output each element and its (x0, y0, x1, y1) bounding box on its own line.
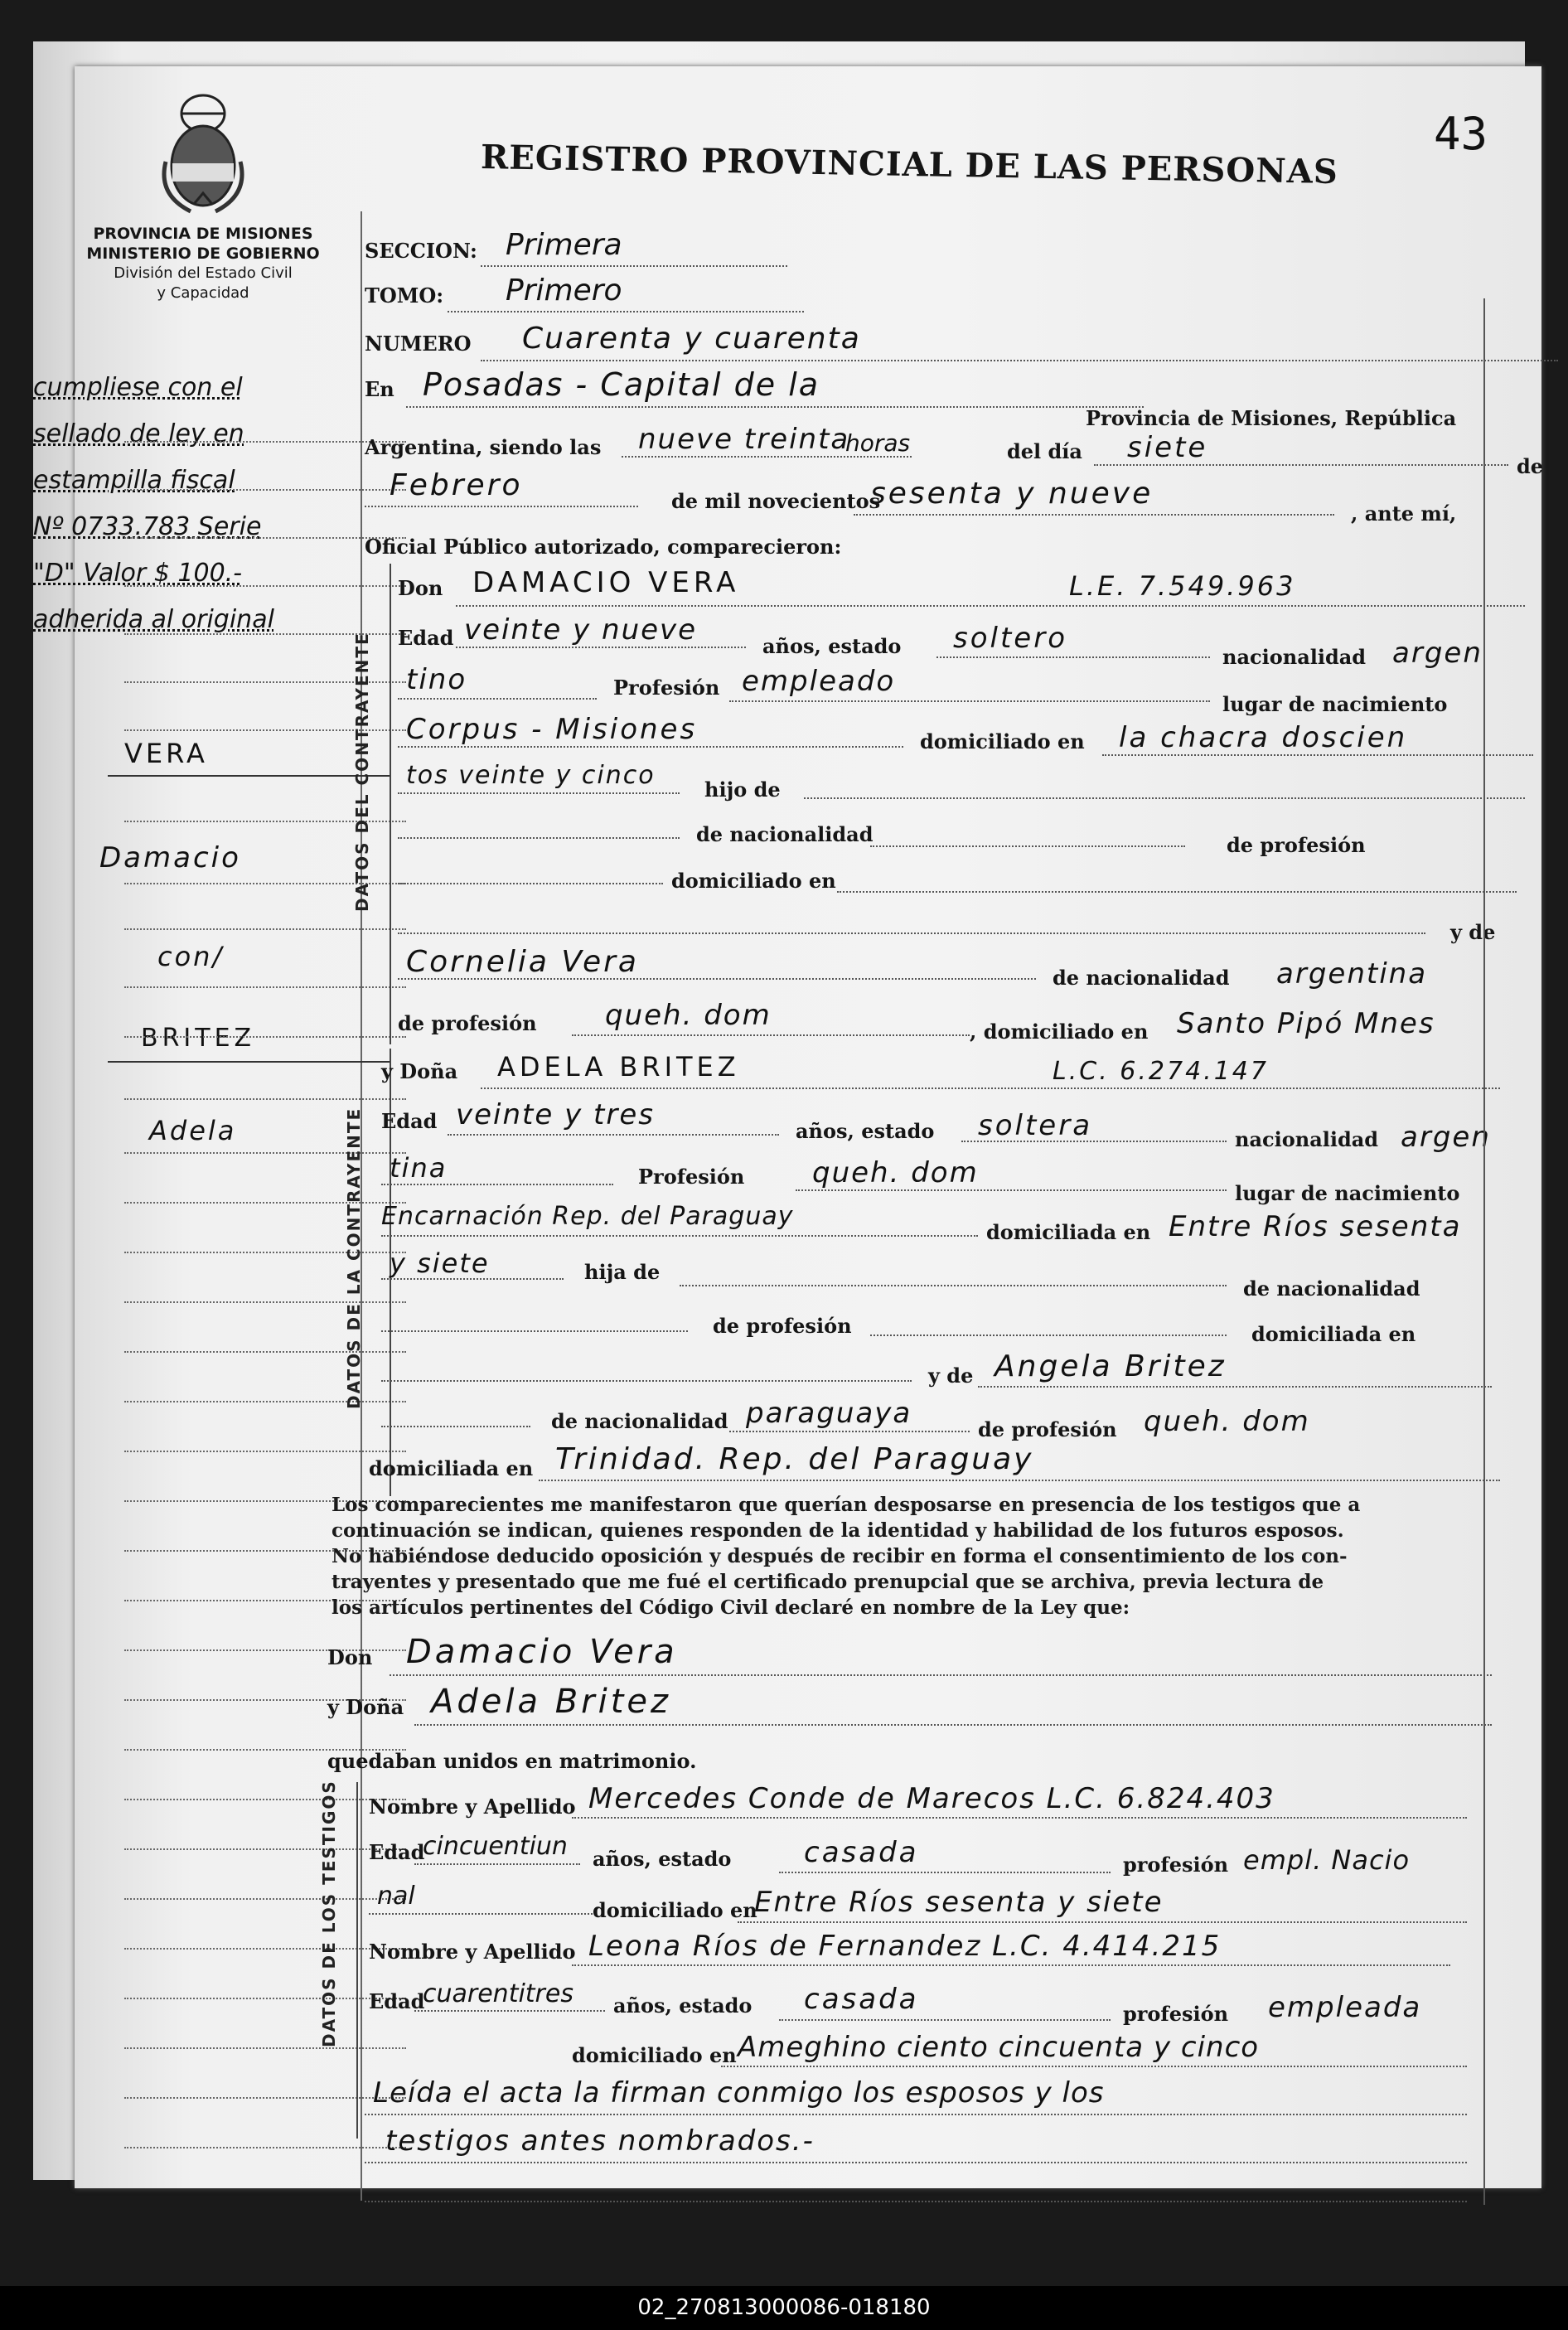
edad-label-2: Edad (381, 1109, 438, 1133)
testigo-1-estado: casada (804, 1836, 919, 1869)
y-de-label: y de (1450, 920, 1496, 944)
margin-firstname-1: Damacio (99, 841, 241, 874)
t2-dom-label: domiciliado en (572, 2043, 737, 2067)
contrayenta-madre-dom: Trinidad. Rep. del Paraguay (555, 1442, 1034, 1476)
de-profesion-label: de profesión (1227, 833, 1366, 857)
t1-anios-label: años, estado (593, 1847, 732, 1871)
t1-dom-label: domiciliado en (593, 1898, 757, 1922)
horas-value: nueve treinta (638, 423, 850, 456)
seccion-value: Primera (506, 228, 622, 262)
horas-label: horas (845, 429, 911, 457)
mes-value: Febrero (390, 468, 523, 502)
madre-prof-label: de profesión (398, 1011, 537, 1035)
page-title: REGISTRO PROVINCIAL DE LAS PERSONAS (480, 137, 1339, 192)
record-page (33, 66, 1544, 2188)
contrayenta-madre-prof: queh. dom (1144, 1405, 1310, 1438)
contrayenta-nac-2: tina (390, 1152, 448, 1184)
testigo-1-nombre: Mercedes Conde de Marecos L.C. 6.824.403 (588, 1782, 1275, 1815)
contrayente-side-label: DATOS DEL CONTRAYENTE (352, 632, 372, 912)
testigo-1-prof-1: empl. Nacio (1243, 1844, 1411, 1876)
contrayente-madre-nac: argentina (1276, 957, 1428, 991)
contrayenta-domicilio-2: y siete (390, 1247, 490, 1279)
decl-dona-label: y Doña (327, 1695, 404, 1719)
anio-value: sesenta y nueve (870, 477, 1154, 511)
testigo-1-edad: cincuentiun (423, 1832, 568, 1861)
hija-de-label: hija de (584, 1260, 661, 1284)
testigos-bracket (356, 1782, 358, 2139)
issuer-header: PROVINCIA DE MISIONES MINISTERIO DE GOBIERNO División del Estado Civil y Capacidad (86, 225, 320, 302)
madre-dom-label-2: domiciliada en (369, 1456, 534, 1480)
contrayente-bracket (390, 564, 391, 1044)
contrayente-estado: soltero (953, 622, 1067, 655)
del-dia-label: del día (1007, 439, 1082, 463)
testigo-2-estado: casada (804, 1983, 919, 2016)
decl-dona-value: Adela Britez (431, 1683, 671, 1721)
cierre-line-1: Leída el acta la firman conmigo los esposos y los (373, 2076, 1105, 2110)
tomo-value: Primero (506, 274, 622, 308)
contrayente-domicilio-1: la chacra doscien (1119, 721, 1408, 754)
oficial-text: Oficial Público autorizado, comparecieron: (365, 535, 842, 559)
coat-of-arms-icon (157, 87, 249, 220)
margin-surname-1: VERA (124, 738, 208, 769)
contrayente-nac-2: tino (406, 663, 467, 696)
testigo-1-dom: Entre Ríos sesenta y siete (754, 1886, 1164, 1919)
contrayenta-lugar: Encarnación Rep. del Paraguay (381, 1202, 794, 1231)
nacionalidad-label: nacionalidad (1222, 645, 1367, 669)
domiciliado-label: domiciliado en (920, 729, 1085, 753)
seccion-label: SECCION: (365, 239, 477, 263)
contrayenta-documento: L.C. 6.274.147 (1053, 1057, 1269, 1086)
contrayenta-nac-1: argen (1401, 1121, 1491, 1154)
contrayenta-domicilio-1: Entre Ríos sesenta (1169, 1210, 1462, 1243)
contrayente-profesion: empleado (742, 665, 896, 698)
dia-value: siete (1127, 431, 1208, 464)
quedaban-text: quedaban unidos en matrimonio. (327, 1749, 697, 1773)
domiciliada-label: domiciliada en (986, 1220, 1151, 1244)
testigo-2-prof: empleada (1268, 1991, 1422, 2024)
t1-prof-label: profesión (1123, 1853, 1229, 1877)
nacionalidad-label-2: nacionalidad (1235, 1127, 1379, 1151)
profesion-label-2: Profesión (638, 1165, 745, 1189)
de-nacionalidad-label: de nacionalidad (696, 822, 874, 846)
tomo-label: TOMO: (365, 283, 444, 308)
lugar-label: lugar de nacimiento (1222, 692, 1448, 716)
contrayenta-side-label: DATOS DE LA CONTRAYENTE (344, 1107, 364, 1409)
margin-surname-2: BRITEZ (141, 1024, 256, 1053)
testigo-1-prof-2: nal (377, 1882, 415, 1911)
t2-nombre-label: Nombre y Apellido (369, 1940, 576, 1964)
de-nac-label-2: de nacionalidad (1243, 1276, 1420, 1301)
contrayente-documento: L.E. 7.549.963 (1069, 570, 1296, 602)
profesion-label: Profesión (613, 676, 720, 700)
contrayente-madre-dom: Santo Pipó Mnes (1177, 1007, 1435, 1040)
argentina-text: Argentina, siendo las (365, 435, 602, 459)
decl-don-value: Damacio Vera (406, 1633, 678, 1671)
declaration-text: Los comparecientes me manifestaron que querían desposarse en presencia de los testigos que a continuación se indican, quienes responden de la identidad y habilidad de los futuros esposos. No habiéndose deducido oposición y después de recibir en forma el consentimiento de los con- trayentes y presentado que me fué el certificado prenupcial que se archiva, previa lectura de los artículos pertinentes del Código Civil declaré en nombre de la Ley que: (332, 1494, 1361, 1619)
t2-prof-label: profesión (1123, 2002, 1229, 2026)
domiciliada-en-label-2: domiciliada en (1251, 1322, 1416, 1346)
cierre-line-2: testigos antes nombrados.- (385, 2124, 815, 2158)
mil-label: de mil novecientos (671, 489, 881, 513)
provincia-text: Provincia de Misiones, República (1086, 406, 1457, 430)
de-prof-label-2: de profesión (713, 1314, 852, 1338)
contrayenta-madre-nac: paraguaya (746, 1397, 912, 1430)
contrayente-nombre: DAMACIO VERA (472, 566, 740, 599)
testigo-2-dom: Ameghino ciento cincuenta y cinco (738, 2031, 1260, 2064)
contrayente-madre-prof: queh. dom (605, 999, 772, 1032)
t1-edad-label: Edad (369, 1840, 425, 1864)
don-label: Don (398, 576, 443, 600)
testigos-side-label: DATOS DE LOS TESTIGOS (319, 1780, 339, 2047)
y-de-label-2: y de (928, 1364, 974, 1388)
stamp-note: cumpliese con el sellado de ley en estampilla fiscal Nº 0733.783 Serie "D" Valor $ 100.- adherida al original (33, 373, 274, 634)
contrayente-edad: veinte y nueve (464, 613, 698, 647)
de-label: de (1517, 454, 1544, 478)
contrayenta-madre: Angela Britez (995, 1349, 1227, 1383)
testigo-2-edad: cuarentitres (423, 1979, 573, 2008)
contrayenta-edad: veinte y tres (456, 1098, 655, 1131)
madre-dom-label: , domiciliado en (970, 1020, 1149, 1044)
t2-edad-label: Edad (369, 1989, 425, 2013)
margin-con: con/ (157, 941, 225, 972)
anios-estado-label: años, estado (762, 634, 902, 658)
lugar-label-2: lugar de nacimiento (1235, 1181, 1460, 1205)
ante-mi: , ante mí, (1351, 501, 1457, 526)
anios-estado-label-2: años, estado (796, 1119, 935, 1143)
contrayenta-profesion: queh. dom (812, 1156, 979, 1189)
hijo-de-label: hijo de (704, 777, 781, 802)
dona-label: y Doña (381, 1059, 458, 1083)
en-label: En (365, 377, 394, 401)
madre-nac-label-2: de nacionalidad (551, 1409, 728, 1433)
testigo-2-nombre: Leona Ríos de Fernandez L.C. 4.414.215 (588, 1930, 1222, 1963)
numero-value: Cuarenta y cuarenta (522, 322, 861, 356)
t2-anios-label: años, estado (613, 1993, 753, 2018)
contrayente-madre: Cornelia Vera (406, 945, 639, 979)
image-id-footer: 02_270813000086-018180 (0, 2286, 1568, 2330)
page-number: 43 (1434, 108, 1488, 160)
en-value: Posadas - Capital de la (423, 366, 820, 403)
contrayente-nac-1: argen (1392, 637, 1483, 670)
contrayenta-nombre: ADELA BRITEZ (497, 1051, 740, 1083)
contrayenta-estado: soltera (978, 1109, 1093, 1142)
madre-nac-label: de nacionalidad (1053, 966, 1230, 990)
t1-nombre-label: Nombre y Apellido (369, 1795, 576, 1819)
madre-prof-label-2: de profesión (978, 1417, 1117, 1441)
right-border (1483, 298, 1485, 2205)
numero-label: NUMERO (365, 332, 472, 356)
contrayente-lugar: Corpus - Misiones (406, 713, 698, 746)
contrayente-domicilio-2: tos veinte y cinco (406, 761, 656, 790)
domiciliado-en-label: domiciliado en (671, 869, 836, 893)
decl-don-label: Don (327, 1645, 373, 1669)
margin-firstname-2: Adela (149, 1115, 237, 1146)
edad-label: Edad (398, 626, 454, 650)
